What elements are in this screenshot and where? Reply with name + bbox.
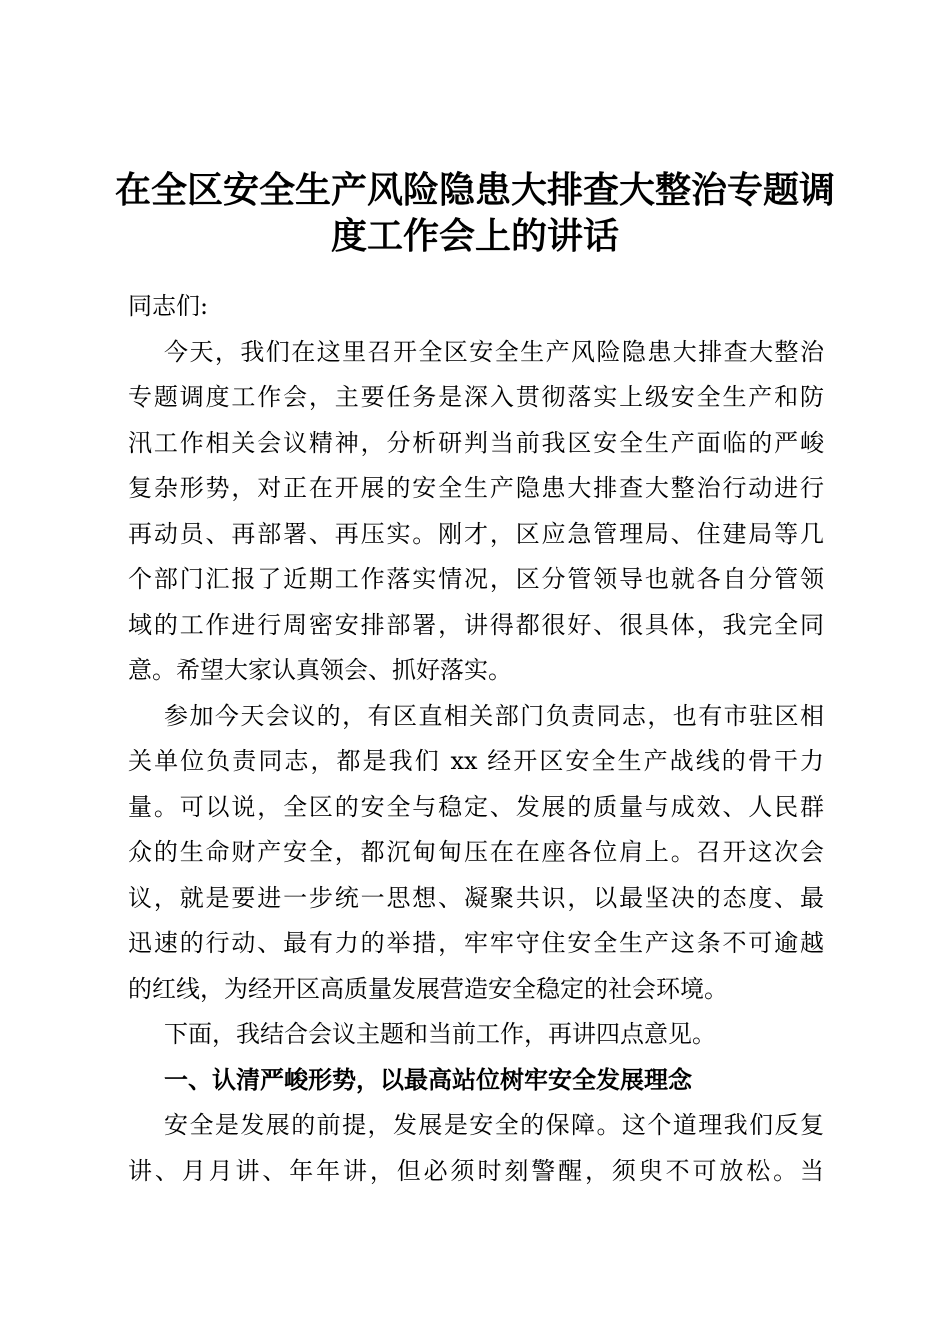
- paragraph-line: 复杂形势，对正在开展的安全生产隐患大排查大整治行动进行: [128, 474, 824, 502]
- paragraph-line: 再动员、再部署、再压实。刚才，区应急管理局、住建局等几: [128, 519, 824, 548]
- paragraph-line: 关单位负责同志，都是我们 xx 经开区安全生产战线的骨干力: [128, 747, 824, 775]
- paragraph-line: 专题调度工作会，主要任务是深入贯彻落实上级安全生产和防: [128, 383, 824, 411]
- paragraph-line: 汛工作相关会议精神，分析研判当前我区安全生产面临的严峻: [128, 428, 824, 457]
- paragraph-line: 参加今天会议的，有区直相关部门负责同志，也有市驻区相: [164, 701, 824, 730]
- paragraph-line: 安全是发展的前提，发展是安全的保障。这个道理我们反复: [164, 1111, 824, 1139]
- paragraph-line: 下面，我结合会议主题和当前工作，再讲四点意见。: [164, 1020, 716, 1048]
- paragraph-line: 议，就是要进一步统一思想、凝聚共识，以最坚决的态度、最: [128, 883, 824, 912]
- paragraph-line: 的红线，为经开区高质量发展营造安全稳定的社会环境。: [128, 974, 728, 1003]
- title-line-1: 在全区安全生产风险隐患大排查大整治专题调: [114, 170, 835, 211]
- document-title: [110, 168, 840, 260]
- paragraph-line: 个部门汇报了近期工作落实情况，区分管领导也就各自分管领: [128, 565, 824, 593]
- paragraph-line: 今天，我们在这里召开全区安全生产风险隐患大排查大整治: [164, 337, 824, 366]
- title-line-2: 度工作会上的讲话: [330, 216, 619, 257]
- document-body: [128, 284, 824, 1194]
- paragraph-line: 讲、月月讲、年年讲，但必须时刻警醒，须臾不可放松。当: [128, 1156, 824, 1185]
- paragraph-line: 意。希望大家认真领会、抓好落实。: [128, 656, 512, 684]
- paragraph-line: 众的生命财产安全，都沉甸甸压在在座各位肩上。召开这次会: [128, 838, 824, 866]
- salutation: 同志们:: [128, 292, 209, 320]
- section-heading: 一、认清严峻形势，以最高站位树牢安全发展理念: [164, 1065, 692, 1094]
- paragraph-line: 迅速的行动、最有力的举措，牢牢守住安全生产这条不可逾越: [128, 929, 824, 957]
- paragraph-line: 量。可以说，全区的安全与稳定、发展的质量与成效、人民群: [128, 792, 824, 821]
- paragraph-line: 域的工作进行周密安排部署，讲得都很好、很具体，我完全同: [128, 610, 824, 639]
